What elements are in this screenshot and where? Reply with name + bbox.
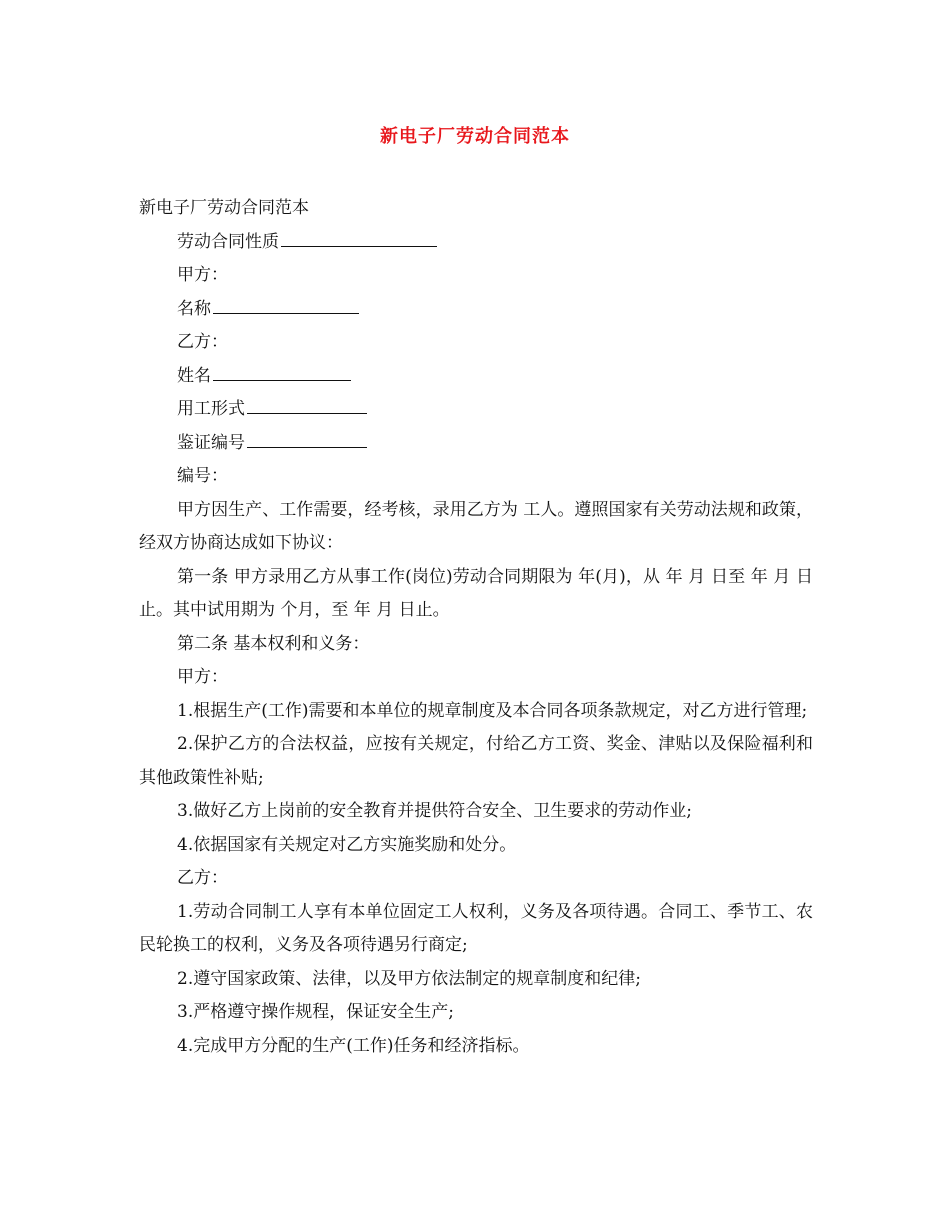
party-a-item: 2.保护乙方的合法权益，应按有关规定，付给乙方工资、奖金、津贴以及保险福利和其他政策性补贴;	[139, 734, 813, 788]
fill-blank	[213, 293, 359, 314]
field-person-name	[139, 360, 813, 394]
article-1: 第一条 甲方录用乙方从事工作(岗位)劳动合同期限为 年(月)，从 年 月 日至 年 月 日止。其中试用期为 个月，至 年 月 日止。	[139, 566, 813, 620]
field-employment-form	[139, 393, 813, 427]
field-party-b: 乙方：	[177, 332, 228, 352]
party-b-label: 乙方：	[177, 868, 228, 888]
field-label: 名称	[177, 298, 211, 319]
field-number: 编号：	[177, 466, 228, 486]
fill-blank	[247, 393, 367, 414]
field-label: 姓名	[177, 365, 211, 386]
field-contract-nature	[139, 226, 813, 260]
field-verification-no	[139, 427, 813, 461]
heading-repeat: 新电子厂劳动合同范本	[139, 198, 309, 218]
field-label: 劳动合同性质	[177, 231, 279, 252]
party-a-label: 甲方：	[177, 667, 228, 687]
fill-blank	[247, 427, 367, 448]
fill-blank	[281, 226, 437, 247]
field-label: 鉴证编号	[177, 432, 245, 453]
party-b-item: 2.遵守国家政策、法律，以及甲方依法制定的规章制度和纪律;	[177, 968, 641, 989]
party-b-item: 4.完成甲方分配的生产(工作)任务和经济指标。	[177, 1035, 530, 1056]
field-label: 用工形式	[177, 399, 245, 419]
fill-blank	[213, 360, 351, 381]
field-name	[139, 293, 813, 327]
article-2-heading: 第二条 基本权利和义务：	[177, 633, 370, 654]
field-party-a: 甲方：	[177, 265, 228, 285]
party-b-item: 3.严格遵守操作规程，保证安全生产;	[177, 1002, 454, 1022]
document-body	[139, 192, 813, 1063]
party-a-item: 3.做好乙方上岗前的安全教育并提供符合安全、卫生要求的劳动作业;	[177, 801, 692, 821]
party-a-item: 1.根据生产(工作)需要和本单位的规章制度及本合同各项条款规定，对乙方进行管理;	[177, 700, 808, 721]
document-title: 新电子厂劳动合同范本	[380, 126, 570, 147]
intro-paragraph: 甲方因生产、工作需要，经考核，录用乙方为 工人。遵照国家有关劳动法规和政策，经双方协商达成如下协议：	[139, 499, 813, 553]
party-a-item: 4.依据国家有关规定对乙方实施奖励和处分。	[177, 834, 517, 855]
party-b-item: 1.劳动合同制工人享有本单位固定工人权利，义务及各项待遇。合同工、季节工、农民轮换工的权利，义务及各项待遇另行商定;	[139, 901, 813, 955]
